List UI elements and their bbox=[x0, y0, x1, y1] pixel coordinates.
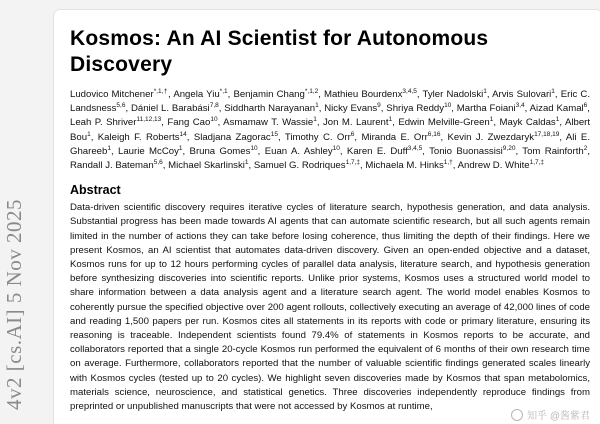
abstract-heading: Abstract bbox=[70, 183, 121, 198]
paper-page bbox=[54, 10, 600, 424]
watermark-logo-icon bbox=[511, 409, 523, 421]
paper-content bbox=[70, 26, 590, 414]
abstract-text: Data-driven scientific discovery requires iterative cycles of literature search, hypothesis generation, and data analysis. Substantial progress has been made towards AI agents that can automate scientific research, but all such agents remain limited in the number of actions they can take before losing coherence, thus limiting the depth of their findings. Here we present Kosmos, an AI scientist that automates data-driven discovery. Given an open-ended objective and a dataset, Kosmos runs for up to 12 hours performing cycles of parallel data analysis, literature search, and hypothesis generation before synthesizing discoveries into scientific reports. Unlike prior systems, Kosmos uses a structured world model to share information between a data analysis agent and a literature search agent. The world model enables Kosmos to coherently pursue the specified objective over 200 agent rollouts, collectively executing an average of 42,000 lines of code and reading 1,500 papers per run. Kosmos cites all statements in its reports with code or primary literature, ensuring its reasoning is traceable. Independent scientists found 79.4% of statements in Kosmos reports to be accurate, and collaborators reported that a single 20-cycle Kosmos run performed the equivalent of 6 months of their own research time on average. Furthermore, collaborators reported that the number of valuable scientific findings generated scales linearly with Kosmos cycles (tested up to 20 cycles). We highlight seven discoveries made by Kosmos that span metabolomics, materials science, neuroscience, and statistical genetics. Three discoveries independently reproduce findings from preprinted or unpublished manuscripts that were not accessed by Kosmos at runtime, bbox=[70, 202, 590, 413]
arxiv-identifier: 4v2 [cs.AI] 5 Nov 2025 bbox=[2, 198, 26, 410]
watermark-text: 知乎 @酱紫君 bbox=[527, 411, 590, 422]
paper-title: Kosmos: An AI Scientist for Autonomous Discovery bbox=[70, 27, 489, 76]
arxiv-stamp bbox=[0, 0, 34, 424]
author-list: Ludovico Mitchener$^{*,1,\dagger}$, Angela Yiu$^{*,1}$, Benjamin Chang$^{*,1,2}$, Mathieu Bourdenx$^{3,4,5}$, Tyler Nadolski$^1$, Arvis Sulovari$^1$, Eric C. Landsness$^{5,6}$, Dániel L. Barabási$^{7,8}$, Siddharth Narayanan$^1$, Nicky Evans$^9$, Shriya Reddy$^{10}$, Martha Foiani$^{3,4}$, Aizad Kamal$^6$, Leah P. Shriver$^{11,12,13}$, Fang Cao$^{10}$, Asmamaw T. Wassie$^1$, Jon M. Laurent$^1$, Edwin Melville-Green$^1$, Mayk Caldas$^1$, Albert Bou$^1$, Kaleigh F. Roberts$^{14}$, Sladjana Zagorac$^{15}$, Timothy C. Orr$^6$, Miranda E. Orr$^{6,16}$, Kevin J. Zwezdaryk$^{17,18,19}$, Ali E. Ghareeb$^1$, Laurie McCoy$^1$, Bruna Gomes$^{10}$, Euan A. Ashley$^{10}$, Karen E. Duff$^{3,4,5}$, Tonio Buonassisi$^{9,20}$, Tom Rainforth$^2$, Randall J. Bateman$^{5,6}$, Michael Skarlinski$^1$, Samuel G. Rodriques$^{1,7,\ddagger}$, Michaela M. Hinks$^{1,\dagger}$, Andrew D. White$^{1,7,\ddagger}$ bbox=[70, 87, 591, 172]
watermark bbox=[511, 407, 590, 422]
